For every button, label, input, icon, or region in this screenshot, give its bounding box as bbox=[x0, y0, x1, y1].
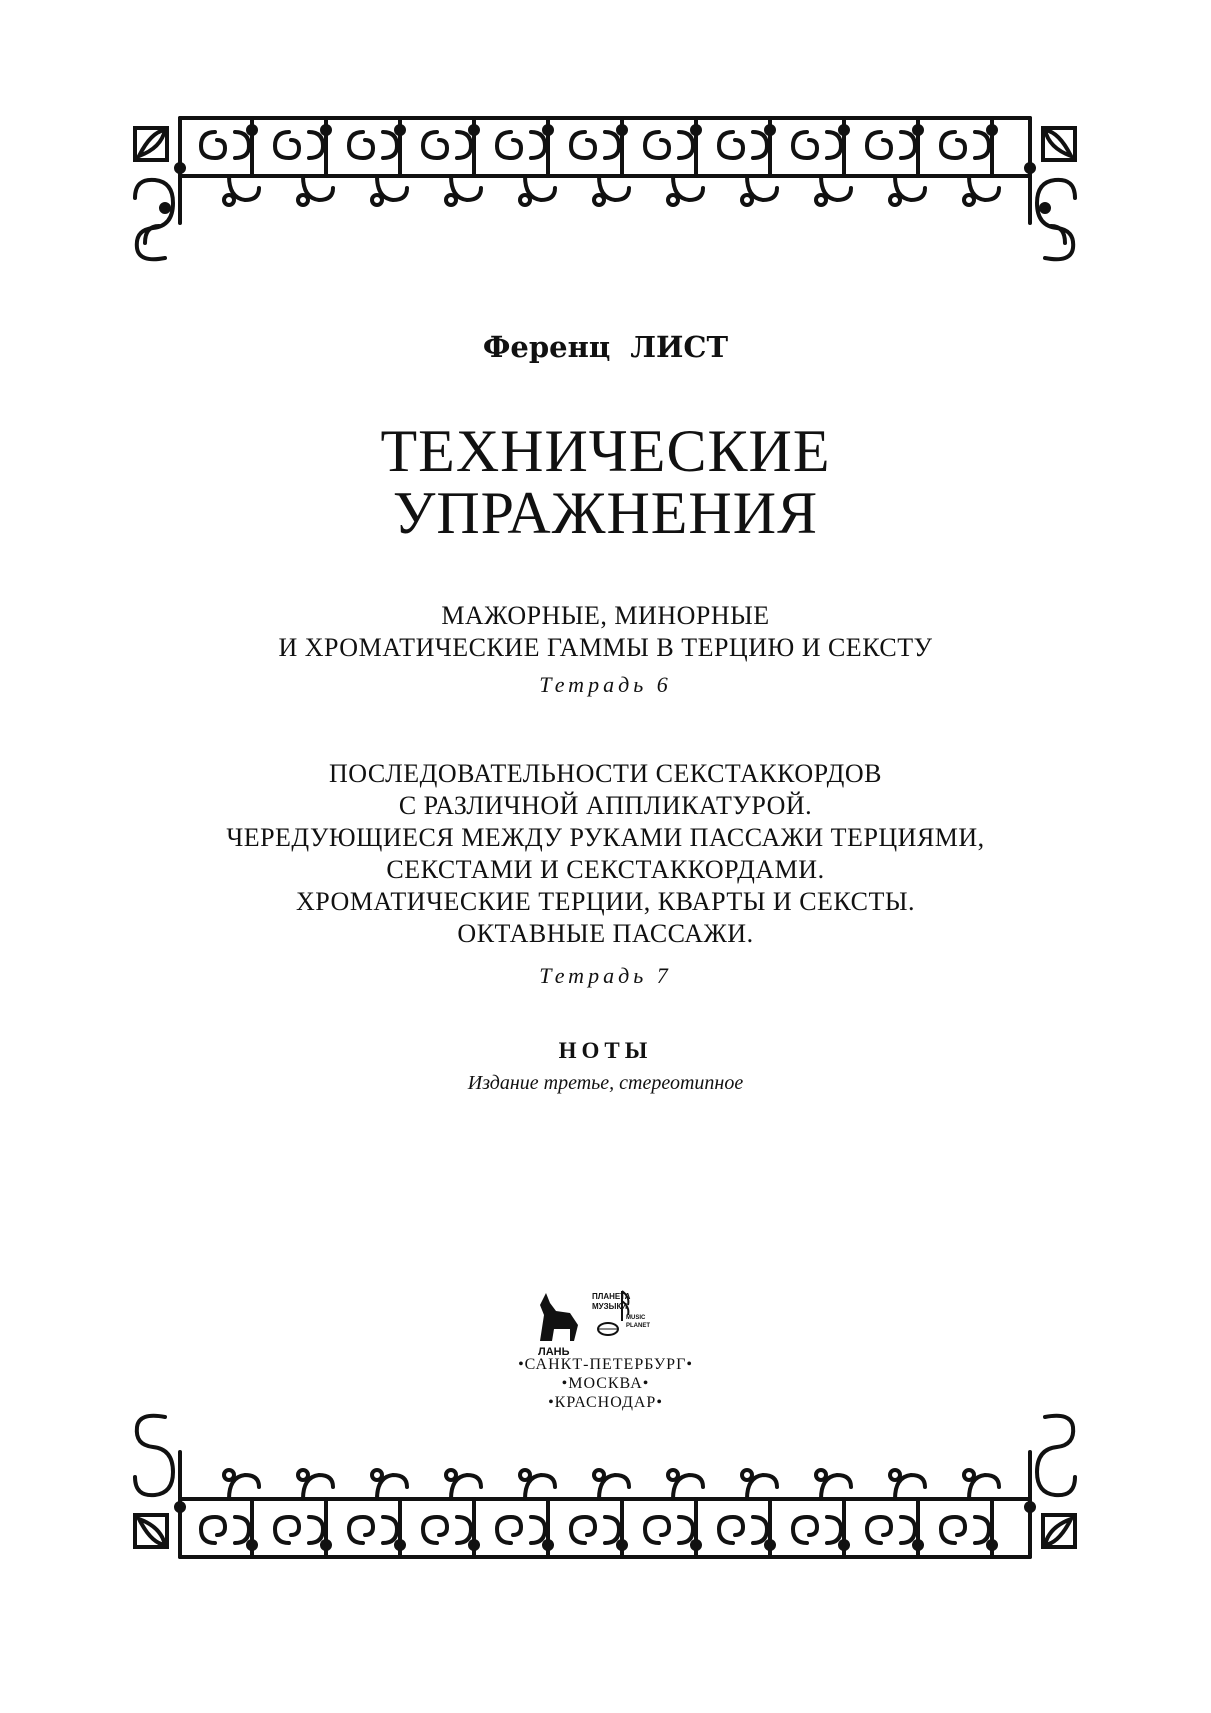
border-motif-icon bbox=[423, 1470, 481, 1557]
border-motif-icon bbox=[349, 1470, 407, 1557]
logo-text-muzyki: МУЗЫКИ bbox=[592, 1302, 628, 1311]
border-motif-icon bbox=[793, 1470, 851, 1557]
border-motif-icon bbox=[867, 1470, 925, 1557]
section-2-subtitle bbox=[0, 758, 1211, 950]
ornamental-border-top-icon bbox=[125, 108, 1085, 268]
border-motif-icon bbox=[719, 1470, 777, 1557]
author-name: Ференц ЛИСТ bbox=[482, 330, 729, 364]
border-motif-icon bbox=[275, 118, 333, 205]
ornamental-border-bottom-icon bbox=[125, 1407, 1085, 1567]
publisher-cities bbox=[0, 1355, 1211, 1412]
border-motif-icon bbox=[201, 118, 259, 205]
border-motif-icon bbox=[571, 118, 629, 205]
border-motif-icon bbox=[423, 118, 481, 205]
border-motif-icon bbox=[645, 1470, 703, 1557]
border-motif-icon bbox=[349, 118, 407, 205]
border-motif-icon bbox=[275, 1470, 333, 1557]
book-title-line: ТЕХНИЧЕСКИЕ bbox=[380, 418, 831, 484]
section-2-line: ЧЕРЕДУЮЩИЕСЯ МЕЖДУ РУКАМИ ПАССАЖИ ТЕРЦИЯМИ, bbox=[226, 823, 985, 852]
lan-deer-logo-icon bbox=[538, 1293, 578, 1357]
section-2-line: СЕКСТАМИ И СЕКСТАККОРДАМИ. bbox=[386, 855, 825, 884]
city-line: •КРАСНОДАР• bbox=[548, 1394, 663, 1411]
border-motif-icon bbox=[793, 118, 851, 205]
border-motif-icon bbox=[719, 118, 777, 205]
music-planet-logo-icon bbox=[592, 1291, 650, 1335]
publication-kind: НОТЫ bbox=[558, 1038, 653, 1063]
edition-note: Издание третье, стереотипное bbox=[467, 1072, 744, 1094]
border-motif-icon bbox=[645, 118, 703, 205]
logo-text-planet: PLANET bbox=[626, 1323, 650, 1329]
section-2-line: С РАЗЛИЧНОЙ АППЛИКАТУРОЙ. bbox=[398, 791, 813, 820]
city-line: •МОСКВА• bbox=[561, 1375, 650, 1392]
border-motif-icon bbox=[571, 1470, 629, 1557]
border-motif-icon bbox=[497, 1470, 555, 1557]
border-motif-icon bbox=[941, 1470, 999, 1557]
logo-lan-text: ЛАНЬ bbox=[538, 1346, 570, 1357]
publisher-logo-icon bbox=[530, 1285, 690, 1357]
logo-text-planeta: ПЛАНЕТА bbox=[592, 1292, 631, 1301]
section-1-line: И ХРОМАТИЧЕСКИЕ ГАММЫ В ТЕРЦИЮ И СЕКСТУ bbox=[278, 633, 933, 662]
book-title-line: УПРАЖНЕНИЯ bbox=[392, 480, 819, 546]
section-2-line: ОКТАВНЫЕ ПАССАЖИ. bbox=[457, 919, 754, 948]
border-motif-icon bbox=[201, 1470, 259, 1557]
border-motif-icon bbox=[941, 118, 999, 205]
logo-text-music: MUSIC bbox=[626, 1315, 646, 1321]
section-1-subtitle bbox=[0, 600, 1211, 664]
section-2-line: ПОСЛЕДОВАТЕЛЬНОСТИ СЕКСТАККОРДОВ bbox=[329, 759, 882, 788]
border-motif-icon bbox=[497, 118, 555, 205]
section-1-line: МАЖОРНЫЕ, МИНОРНЫЕ bbox=[441, 601, 770, 630]
city-line: •САНКТ-ПЕТЕРБУРГ• bbox=[518, 1356, 693, 1373]
border-motif-icon bbox=[867, 118, 925, 205]
book-title bbox=[0, 420, 1211, 544]
section-2-line: ХРОМАТИЧЕСКИЕ ТЕРЦИИ, КВАРТЫ И СЕКСТЫ. bbox=[295, 887, 916, 916]
notebook-7-label: Тетрадь 7 bbox=[539, 963, 672, 988]
notebook-6-label: Тетрадь 6 bbox=[539, 672, 672, 697]
